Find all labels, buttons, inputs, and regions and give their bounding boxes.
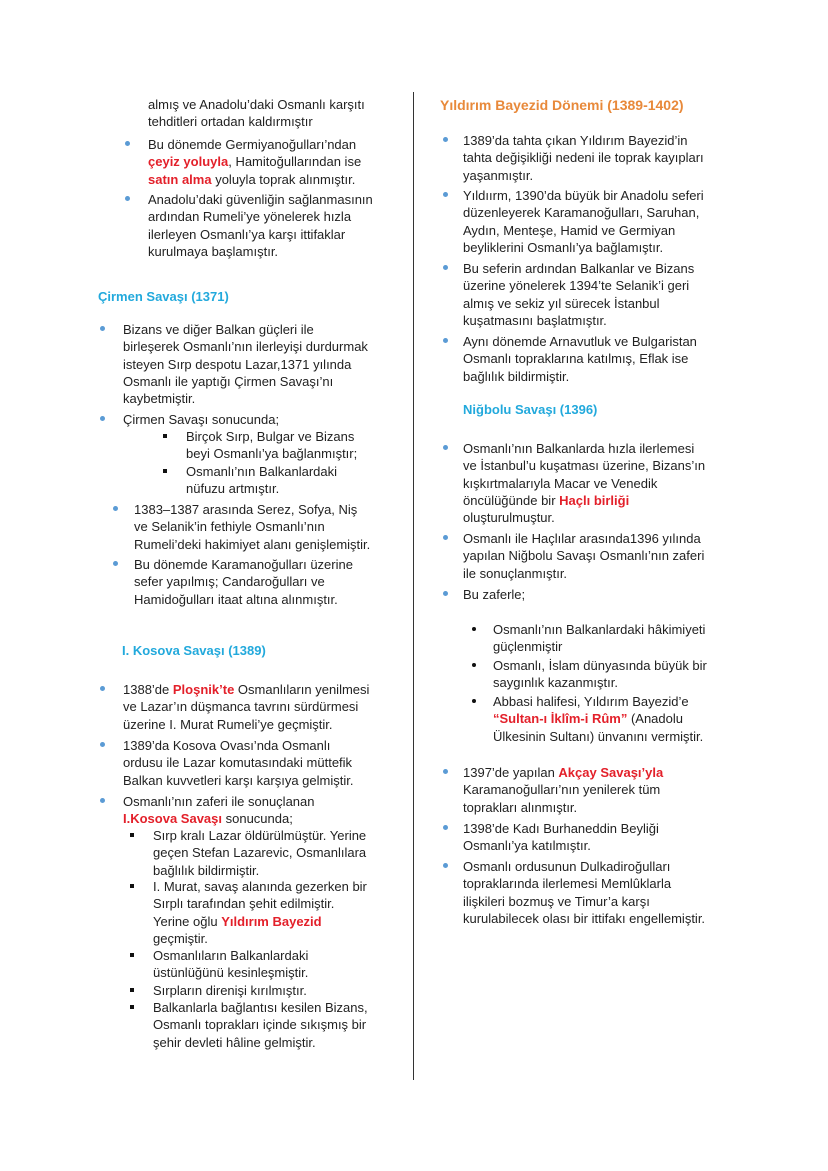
list-item: [148, 136, 361, 188]
text-segment: şehir devleti hâline gelmiştir.: [153, 1034, 316, 1050]
list-item: [463, 820, 659, 855]
text-line: [134, 536, 370, 553]
list-item: [186, 463, 337, 498]
text-line: [186, 445, 357, 462]
text-segment: Osmanlı ordusunun Dulkadiroğulları: [463, 859, 671, 874]
text-line: [463, 167, 704, 184]
square-bullet-icon: [163, 434, 167, 438]
text-line: [148, 226, 373, 243]
text-line: [463, 820, 659, 837]
text-line: [153, 930, 367, 947]
text-line: [463, 295, 694, 312]
text-line: [463, 893, 705, 910]
text-segment: toprakları alınmıştır.: [463, 799, 578, 815]
text-line: [153, 999, 368, 1016]
text-segment: Bu zaferle;: [463, 587, 526, 602]
text-segment: üzerine I. Murat Rumeli’ye geçmiştir.: [123, 716, 333, 732]
text-segment: nüfuzu artmıştır.: [186, 481, 280, 497]
highlighted-term: Haçlı birliği: [559, 492, 630, 508]
text-line: [153, 913, 367, 930]
text-line: [134, 556, 353, 573]
text-line: [463, 312, 694, 329]
text-line: [463, 350, 697, 367]
text-line: [123, 681, 369, 698]
square-bullet-icon: [130, 884, 134, 888]
text-segment: sonucunda;: [222, 811, 293, 827]
text-segment: kışkırtmalarıyla Macar ve Venedik: [463, 475, 658, 491]
text-segment: Osmanlı ile yaptığı Çirmen Savaşı’nı: [123, 373, 334, 389]
text-line: [463, 530, 704, 547]
text-line: [463, 565, 704, 582]
text-line: [153, 1016, 368, 1033]
paragraph: [148, 96, 365, 131]
list-item: [463, 764, 663, 816]
text-segment: beyi Osmanlı’ya bağlanmıştır;: [186, 446, 358, 462]
text-line: [463, 875, 705, 892]
text-line: [463, 222, 704, 239]
text-line: [123, 698, 369, 715]
text-line: [463, 492, 705, 509]
bullet-icon: [443, 192, 448, 197]
bullet-icon: [100, 798, 105, 803]
text-segment: Osmanlı toprakları içinde sıkışmış bir: [153, 1017, 367, 1033]
bullet-icon: [472, 699, 476, 703]
highlighted-term: Ploşnik’te: [172, 682, 235, 697]
highlighted-term: çeyiz yoluyla: [148, 154, 229, 170]
text-line: [463, 187, 704, 204]
list-item: [134, 556, 353, 608]
list-item: [493, 693, 703, 745]
section-heading: I. Kosova Savaşı (1389): [122, 643, 266, 658]
text-segment: ilişkileri bozmuş ve Timur’a karşı: [463, 893, 650, 909]
text-line: [123, 737, 353, 754]
highlighted-term: “Sultan-ı İklîm-i Rûm”: [493, 711, 628, 727]
list-item: [123, 681, 369, 733]
text-segment: Ülkesinin Sultanı) ünvanını vermiştir.: [493, 728, 704, 744]
highlighted-term: satın alma: [148, 171, 212, 187]
text-line: [153, 1034, 368, 1051]
bullet-icon: [100, 686, 105, 691]
text-segment: bağlılık bildirmiştir.: [153, 862, 260, 878]
text-segment: Bizans ve diğer Balkan güçleri ile: [123, 322, 314, 337]
text-segment: yaşanmıştır.: [463, 167, 534, 183]
text-line: [463, 781, 663, 798]
text-segment: Hamidoğulları itaat altına alınmıştır.: [134, 591, 338, 607]
text-line: [463, 149, 704, 166]
text-line: [463, 799, 663, 816]
bullet-icon: [443, 591, 448, 596]
text-segment: saygınlık kazanmıştır.: [493, 675, 618, 691]
text-segment: birleşerek Osmanlı’nın ilerleyişi durdurmak: [123, 339, 368, 355]
column-divider: [413, 92, 414, 1080]
text-line: [123, 772, 353, 789]
text-line: [463, 586, 525, 603]
square-bullet-icon: [130, 988, 134, 992]
text-segment: 1388’de: [123, 682, 173, 697]
text-line: [493, 693, 703, 710]
text-line: [123, 716, 369, 733]
list-item: [463, 187, 704, 256]
text-segment: Aynı dönemde Arnavutluk ve Bulgaristan: [463, 334, 697, 349]
text-line: [148, 96, 365, 113]
text-line: [123, 810, 315, 827]
text-line: [463, 837, 659, 854]
text-segment: Rumeli’deki hakimiyet alanı genişlemiştir.: [134, 536, 371, 552]
text-line: [463, 277, 694, 294]
list-item: [493, 657, 707, 692]
text-segment: tahta değişikliği nedeni ile toprak kayıpları: [463, 150, 704, 166]
text-segment: almış ve Anadolu’daki Osmanlı karşıtı: [148, 97, 365, 112]
text-line: [493, 674, 707, 691]
text-segment: güçlenmiştir: [493, 639, 563, 655]
text-segment: topraklarında ilerlemesi Memlûklarla: [463, 876, 672, 892]
bullet-icon: [443, 265, 448, 270]
highlighted-term: Akçay Savaşı’yla: [558, 765, 664, 780]
text-segment: (Anadolu: [627, 711, 683, 727]
text-segment: düzenleyerek Karamanoğulları, Saruhan,: [463, 205, 700, 221]
text-segment: Osmanlı topraklarına katılmış, Eflak ise: [463, 351, 689, 367]
text-line: [153, 895, 367, 912]
text-segment: Yerine oğlu: [153, 913, 222, 929]
text-segment: Bu dönemde Germiyanoğulları’ndan: [148, 137, 357, 152]
text-segment: 1389’da tahta çıkan Yıldırım Bayezid’in: [463, 133, 688, 148]
bullet-icon: [443, 863, 448, 868]
text-segment: ile sonuçlanmıştır.: [463, 565, 568, 581]
text-segment: Balkan kuvvetleri karşı karşıya gelmiştir.: [123, 772, 354, 788]
text-line: [153, 947, 308, 964]
text-segment: Osmanlı ile Haçlılar arasında1396 yılında: [463, 531, 701, 546]
text-line: [153, 964, 308, 981]
bullet-icon: [443, 535, 448, 540]
text-segment: Yıldıırm, 1390’da büyük bir Anadolu seferi: [463, 188, 704, 203]
text-line: [123, 793, 315, 810]
square-bullet-icon: [130, 1005, 134, 1009]
text-line: [463, 910, 705, 927]
text-line: [186, 428, 357, 445]
bullet-icon: [125, 141, 130, 146]
text-line: [123, 373, 368, 390]
text-segment: Birçok Sırp, Bulgar ve Bizans: [186, 429, 355, 444]
text-line: [134, 501, 370, 518]
bullet-icon: [100, 326, 105, 331]
text-segment: geçmiştir.: [153, 930, 208, 946]
list-item: [153, 982, 307, 999]
list-item: [463, 440, 705, 526]
text-line: [186, 463, 337, 480]
list-item: [134, 501, 370, 553]
bullet-icon: [113, 506, 118, 511]
list-item: [123, 321, 368, 407]
list-item: [153, 878, 367, 947]
text-segment: Osmanlıların yenilmesi: [234, 682, 370, 697]
section-heading: Yıldırım Bayezid Dönemi (1389-1402): [440, 97, 684, 113]
text-segment: I. Murat, savaş alanında gezerken bir: [153, 879, 367, 894]
text-line: [463, 764, 663, 781]
text-segment: 1389’da Kosova Ovası’nda Osmanlı: [123, 738, 331, 753]
text-segment: , Hamitoğullarından ise: [228, 154, 362, 170]
highlighted-term: I.Kosova Savaşı: [123, 811, 222, 827]
text-line: [134, 573, 353, 590]
list-item: [463, 333, 697, 385]
text-segment: ve İstanbul’u kuşatması üzerine, Bizans’ın: [463, 458, 706, 474]
text-segment: üstünlüğünü kesinleşmiştir.: [153, 965, 309, 981]
text-line: [134, 518, 370, 535]
text-segment: yapılan Niğbolu Savaşı Osmanlı’nın zaferi: [463, 548, 705, 564]
text-segment: tehditleri ortadan kaldırmıştır: [148, 114, 313, 130]
text-line: [463, 547, 704, 564]
list-item: [463, 530, 704, 582]
text-segment: almış ve sekiz yıl sürecek İstanbul: [463, 295, 660, 311]
text-line: [153, 878, 367, 895]
text-segment: Bu dönemde Karamanoğulları üzerine: [134, 557, 353, 572]
text-line: [186, 480, 337, 497]
text-segment: geçen Stefan Lazarevic, Osmanlılara: [153, 845, 367, 861]
text-line: [493, 621, 705, 638]
text-segment: Osmanlı, İslam dünyasında büyük bir: [493, 658, 707, 673]
text-line: [153, 862, 366, 879]
text-line: [153, 982, 307, 999]
text-segment: Çirmen Savaşı sonucunda;: [123, 412, 280, 427]
bullet-icon: [443, 769, 448, 774]
text-line: [493, 710, 703, 727]
text-segment: Osmanlı’ya katılmıştır.: [463, 838, 591, 854]
text-segment: Sırplı tarafından şehit edilmiştir.: [153, 896, 335, 912]
text-line: [493, 657, 707, 674]
bullet-icon: [472, 663, 476, 667]
text-segment: ordusu ile Lazar komutasındaki müttefik: [123, 755, 353, 771]
text-segment: Karamanoğulları’nın yenilerek tüm: [463, 782, 661, 798]
square-bullet-icon: [163, 469, 167, 473]
text-segment: üzerine yönelerek 1394’te Selanik’i geri: [463, 278, 690, 294]
text-line: [463, 260, 694, 277]
text-segment: ilerleyen Osmanlı’ya karşı ittifaklar: [148, 226, 346, 242]
square-bullet-icon: [130, 833, 134, 837]
text-line: [463, 132, 704, 149]
list-item: [123, 411, 279, 428]
text-line: [123, 321, 368, 338]
text-segment: Osmanlı’nın Balkanlardaki hâkimiyeti: [493, 622, 706, 637]
list-item: [123, 793, 315, 828]
text-line: [123, 356, 368, 373]
highlighted-term: Yıldırım Bayezid: [221, 913, 322, 929]
text-segment: Aydın, Menteşe, Hamid ve Germiyan: [463, 222, 676, 238]
text-line: [463, 858, 705, 875]
text-line: [463, 204, 704, 221]
text-segment: 1398’de Kadı Burhaneddin Beyliği: [463, 821, 659, 836]
text-line: [148, 136, 361, 153]
text-line: [463, 457, 705, 474]
text-segment: Anadolu’daki güvenliğin sağlanmasının: [148, 192, 373, 207]
text-segment: kaybetmiştir.: [123, 391, 196, 407]
list-item: [153, 827, 366, 879]
list-item: [463, 858, 705, 927]
section-heading: Niğbolu Savaşı (1396): [463, 402, 598, 417]
list-item: [186, 428, 357, 463]
text-segment: Osmanlı’nın Balkanlardaki: [186, 464, 338, 479]
bullet-icon: [443, 445, 448, 450]
text-segment: beyliklerini Osmanlı’ya bağlamıştır.: [463, 239, 664, 255]
text-line: [463, 509, 705, 526]
bullet-icon: [113, 561, 118, 566]
text-segment: sefer yapılmış; Candaroğulları ve: [134, 574, 325, 590]
text-line: [148, 191, 373, 208]
bullet-icon: [443, 825, 448, 830]
list-item: [153, 999, 368, 1051]
text-segment: bağlılık bildirmiştir.: [463, 368, 570, 384]
text-segment: kurulmaya başlamıştır.: [148, 243, 279, 259]
text-line: [148, 153, 361, 170]
text-segment: öncülüğünde bir: [463, 492, 560, 508]
text-line: [463, 333, 697, 350]
list-item: [123, 737, 353, 789]
bullet-icon: [443, 338, 448, 343]
bullet-icon: [472, 627, 476, 631]
text-line: [148, 113, 365, 130]
text-segment: Sırp kralı Lazar öldürülmüştür. Yerine: [153, 828, 367, 843]
text-line: [123, 754, 353, 771]
text-segment: Osmanlıların Balkanlardaki: [153, 948, 309, 963]
list-item: [148, 191, 373, 260]
text-line: [148, 208, 373, 225]
text-line: [148, 171, 361, 188]
text-segment: kuşatmasını başlatmıştır.: [463, 312, 607, 328]
text-line: [463, 440, 705, 457]
text-line: [463, 368, 697, 385]
bullet-icon: [100, 416, 105, 421]
section-heading: Çirmen Savaşı (1371): [98, 289, 229, 304]
list-item: [463, 132, 704, 184]
list-item: [463, 260, 694, 329]
text-segment: ardından Rumeli’ye yönelerek hızla: [148, 209, 352, 225]
text-line: [153, 827, 366, 844]
list-item: [493, 621, 705, 656]
bullet-icon: [443, 137, 448, 142]
text-line: [463, 239, 704, 256]
text-segment: Bu seferin ardından Balkanlar ve Bizans: [463, 261, 695, 276]
text-line: [148, 243, 373, 260]
text-segment: isteyen Sırp despotu Lazar,1371 yılında: [123, 356, 352, 372]
text-line: [493, 638, 705, 655]
text-line: [123, 338, 368, 355]
text-segment: kurulabilecek olası bir ittifakı engellemiştir.: [463, 910, 706, 926]
text-segment: Balkanlarla bağlantısı kesilen Bizans,: [153, 1000, 368, 1015]
text-segment: Sırpların direnişi kırılmıştır.: [153, 983, 307, 998]
text-segment: 1397’de yapılan: [463, 765, 559, 780]
bullet-icon: [100, 742, 105, 747]
square-bullet-icon: [130, 953, 134, 957]
list-item: [153, 947, 308, 982]
text-segment: Abbasi halifesi, Yıldırım Bayezid’e: [493, 694, 689, 709]
text-line: [463, 475, 705, 492]
list-item: [463, 586, 525, 603]
text-segment: ve Selanik’in fethiyle Osmanlı’nın: [134, 519, 325, 535]
text-segment: yoluyla toprak alınmıştır.: [211, 171, 356, 187]
text-line: [134, 591, 353, 608]
text-line: [123, 390, 368, 407]
text-line: [493, 728, 703, 745]
text-segment: Osmanlı’nın Balkanlarda hızla ilerlemesi: [463, 441, 695, 456]
text-segment: 1383–1387 arasında Serez, Sofya, Niş: [134, 502, 358, 517]
text-segment: ve Lazar’ın düşmanca tavrını sürdürmesi: [123, 699, 359, 715]
text-segment: oluşturulmuştur.: [463, 510, 555, 526]
text-segment: Osmanlı’nın zaferi ile sonuçlanan: [123, 794, 315, 809]
bullet-icon: [125, 196, 130, 201]
text-line: [153, 844, 366, 861]
text-line: [123, 411, 279, 428]
